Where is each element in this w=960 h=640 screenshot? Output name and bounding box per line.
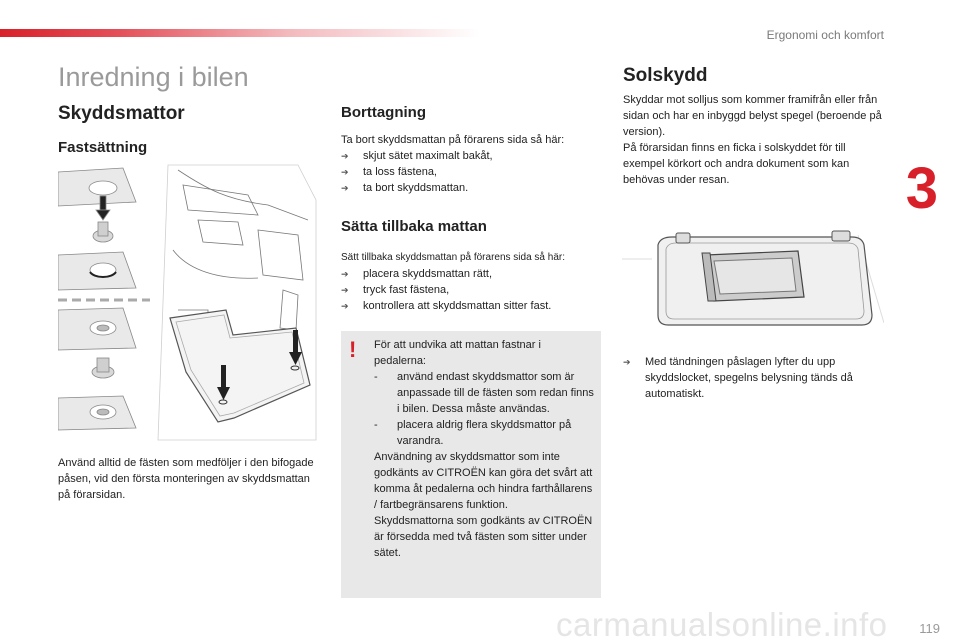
removal-heading: Borttagning <box>341 104 426 121</box>
warning-intro: För att undvika att mattan fastnar i pedalerna: <box>374 339 541 367</box>
visor-text-1: Skyddar mot solljus som kommer framifrån eller från sidan och har en inbyggd belyst spegel (beroende på version). <box>623 94 882 138</box>
list-item: ➔ kontrollera att skyddsmattan sitter fast. <box>341 298 606 314</box>
page-title: Inredning i bilen <box>58 62 249 92</box>
visor-text-2: På förarsidan finns en ficka i solskyddet för till exempel körkort och andra dokument som kan behövas under resan. <box>623 142 850 186</box>
removal-steps <box>341 148 606 196</box>
page-number: 119 <box>919 621 940 636</box>
chapter-number: 3 <box>905 156 938 221</box>
watermark: carmanualsonline.info <box>556 606 888 640</box>
floor-mat-illustration <box>58 160 318 445</box>
warning-text <box>374 337 594 561</box>
list-item: ➔ ta loss fästena, <box>341 164 606 180</box>
visor-note-list <box>623 354 885 402</box>
list-item: - placera aldrig flera skyddsmattor på varandra. <box>374 417 594 449</box>
warning-box <box>341 331 601 598</box>
visor-heading: Solskydd <box>623 65 708 86</box>
list-item: - använd endast skyddsmattor som är anpassade till de fästen som redan finns i bilen. Dessa måste användas. <box>374 369 594 417</box>
warning-para-1: Användning av skyddsmattor som inte godkänts av CITROËN kan göra det svårt att komma åt pedalerna och hindra farthållarens / fartbegränsarens funktion. <box>374 451 593 511</box>
exclamation-icon: ! <box>349 337 357 362</box>
warning-para-2: Skyddsmattorna som godkänts av CITROËN är försedda med två fästen som sitter under sätet. <box>374 515 593 559</box>
section-name: Ergonomi och komfort <box>766 28 884 42</box>
list-item: ➔ skjut sätet maximalt bakåt, <box>341 148 606 164</box>
sun-visor-illustration <box>622 225 884 329</box>
header-accent-bar <box>0 29 480 37</box>
fitting-heading: Fastsättning <box>58 139 148 156</box>
list-item: ➔ tryck fast fästena, <box>341 282 606 298</box>
refit-steps <box>341 266 606 314</box>
list-item: ➔ Med tändningen påslagen lyfter du upp skyddslocket, spegelns belysning tänds då automatiskt. <box>623 354 885 402</box>
list-item: ➔ placera skyddsmattan rätt, <box>341 266 606 282</box>
list-item: ➔ ta bort skyddsmattan. <box>341 180 606 196</box>
fitting-text: Använd alltid de fästen som medföljer i den bifogade påsen, vid den första monteringen av skyddsmattan på förarsidan. <box>58 457 314 501</box>
warning-list <box>374 369 594 449</box>
mats-heading: Skyddsmattor <box>58 103 185 124</box>
removal-intro: Ta bort skyddsmattan på förarens sida så här: <box>341 134 565 146</box>
refit-heading: Sätta tillbaka mattan <box>341 218 487 235</box>
refit-intro: Sätt tillbaka skyddsmattan på förarens sida så här: <box>341 252 566 263</box>
